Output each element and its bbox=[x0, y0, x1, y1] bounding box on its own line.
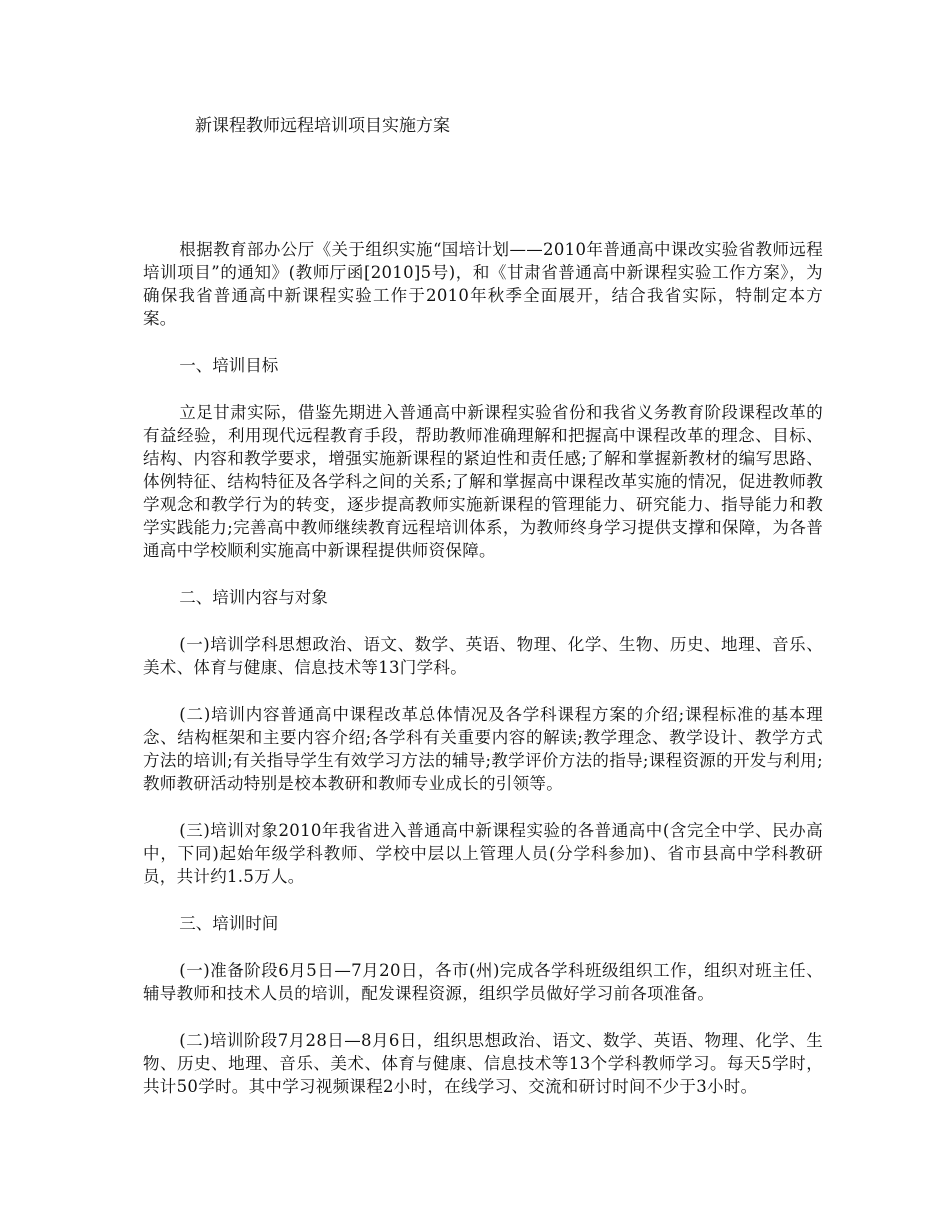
content-item-content: (二)培训内容普通高中课程改革总体情况及各学科课程方案的介绍;课程标准的基本理念、结构框架和主要内容介绍;各学科有关重要内容的解读;教学理念、教学设计、教学方式方法的培训;有关指导学生有效学习方法的辅导;教学评价方法的指导;课程资源的开发与利用;教师教研活动特别是校本教研和教师专业成长的引领等。 bbox=[143, 705, 823, 793]
content-item-participants: (三)培训对象2010年我省进入普通高中新课程实验的各普通高中(含完全中学、民办高中，下同)起始年级学科教师、学校中层以上管理人员(分学科参加)、省市县高中学科教研员，共计约1.5万人。 bbox=[143, 821, 823, 886]
document-body bbox=[143, 238, 823, 1122]
time-item-preparation: (一)准备阶段6月5日—7月20日，各市(州)完成各学科班级组织工作，组织对班主任、辅导教师和技术人员的培训，配发课程资源，组织学员做好学习前各项准备。 bbox=[143, 961, 823, 1003]
document-title: 新课程教师远程培训项目实施方案 bbox=[195, 116, 450, 136]
section-heading-goals: 一、培训目标 bbox=[179, 356, 279, 375]
goals-paragraph: 立足甘肃实际，借鉴先期进入普通高中新课程实验省份和我省义务教育阶段课程改革的有益经验，利用现代远程教育手段，帮助教师准确理解和把握高中课程改革的理念、目标、结构、内容和教学要求，增强实施新课程的紧迫性和责任感;了解和掌握新教材的编写思路、体例特征、结构特征及各学科之间的关系;了解和掌握高中课程改革实施的情况，促进教师教学观念和教学行为的转变，逐步提高教师实施新课程的管理能力、研究能力、指导能力和教学实践能力;完善高中教师继续教育远程培训体系，为教师终身学习提供支撑和保障，为各普通高中学校顺利实施高中新课程提供师资保障。 bbox=[143, 403, 823, 560]
time-item-training: (二)培训阶段7月28日—8月6日，组织思想政治、语文、数学、英语、物理、化学、生物、历史、地理、音乐、美术、体育与健康、信息技术等13个学科教师学习。每天5学时，共计50学时。其中学习视频课程2小时，在线学习、交流和研讨时间不少于3小时。 bbox=[143, 1031, 823, 1096]
section-heading-content: 二、培训内容与对象 bbox=[179, 588, 328, 607]
content-item-subjects: (一)培训学科思想政治、语文、数学、英语、物理、化学、生物、历史、地理、音乐、美术、体育与健康、信息技术等13门学科。 bbox=[143, 635, 823, 677]
section-heading-time: 三、培训时间 bbox=[179, 914, 279, 933]
intro-paragraph: 根据教育部办公厅《关于组织实施“国培计划——2010年普通高中课改实验省教师远程培训项目”的通知》(教师厅函[2010]5号)，和《甘肃省普通高中新课程实验工作方案》，为确保我省普通高中新课程实验工作于2010年秋季全面展开，结合我省实际，特制定本方案。 bbox=[143, 240, 823, 328]
